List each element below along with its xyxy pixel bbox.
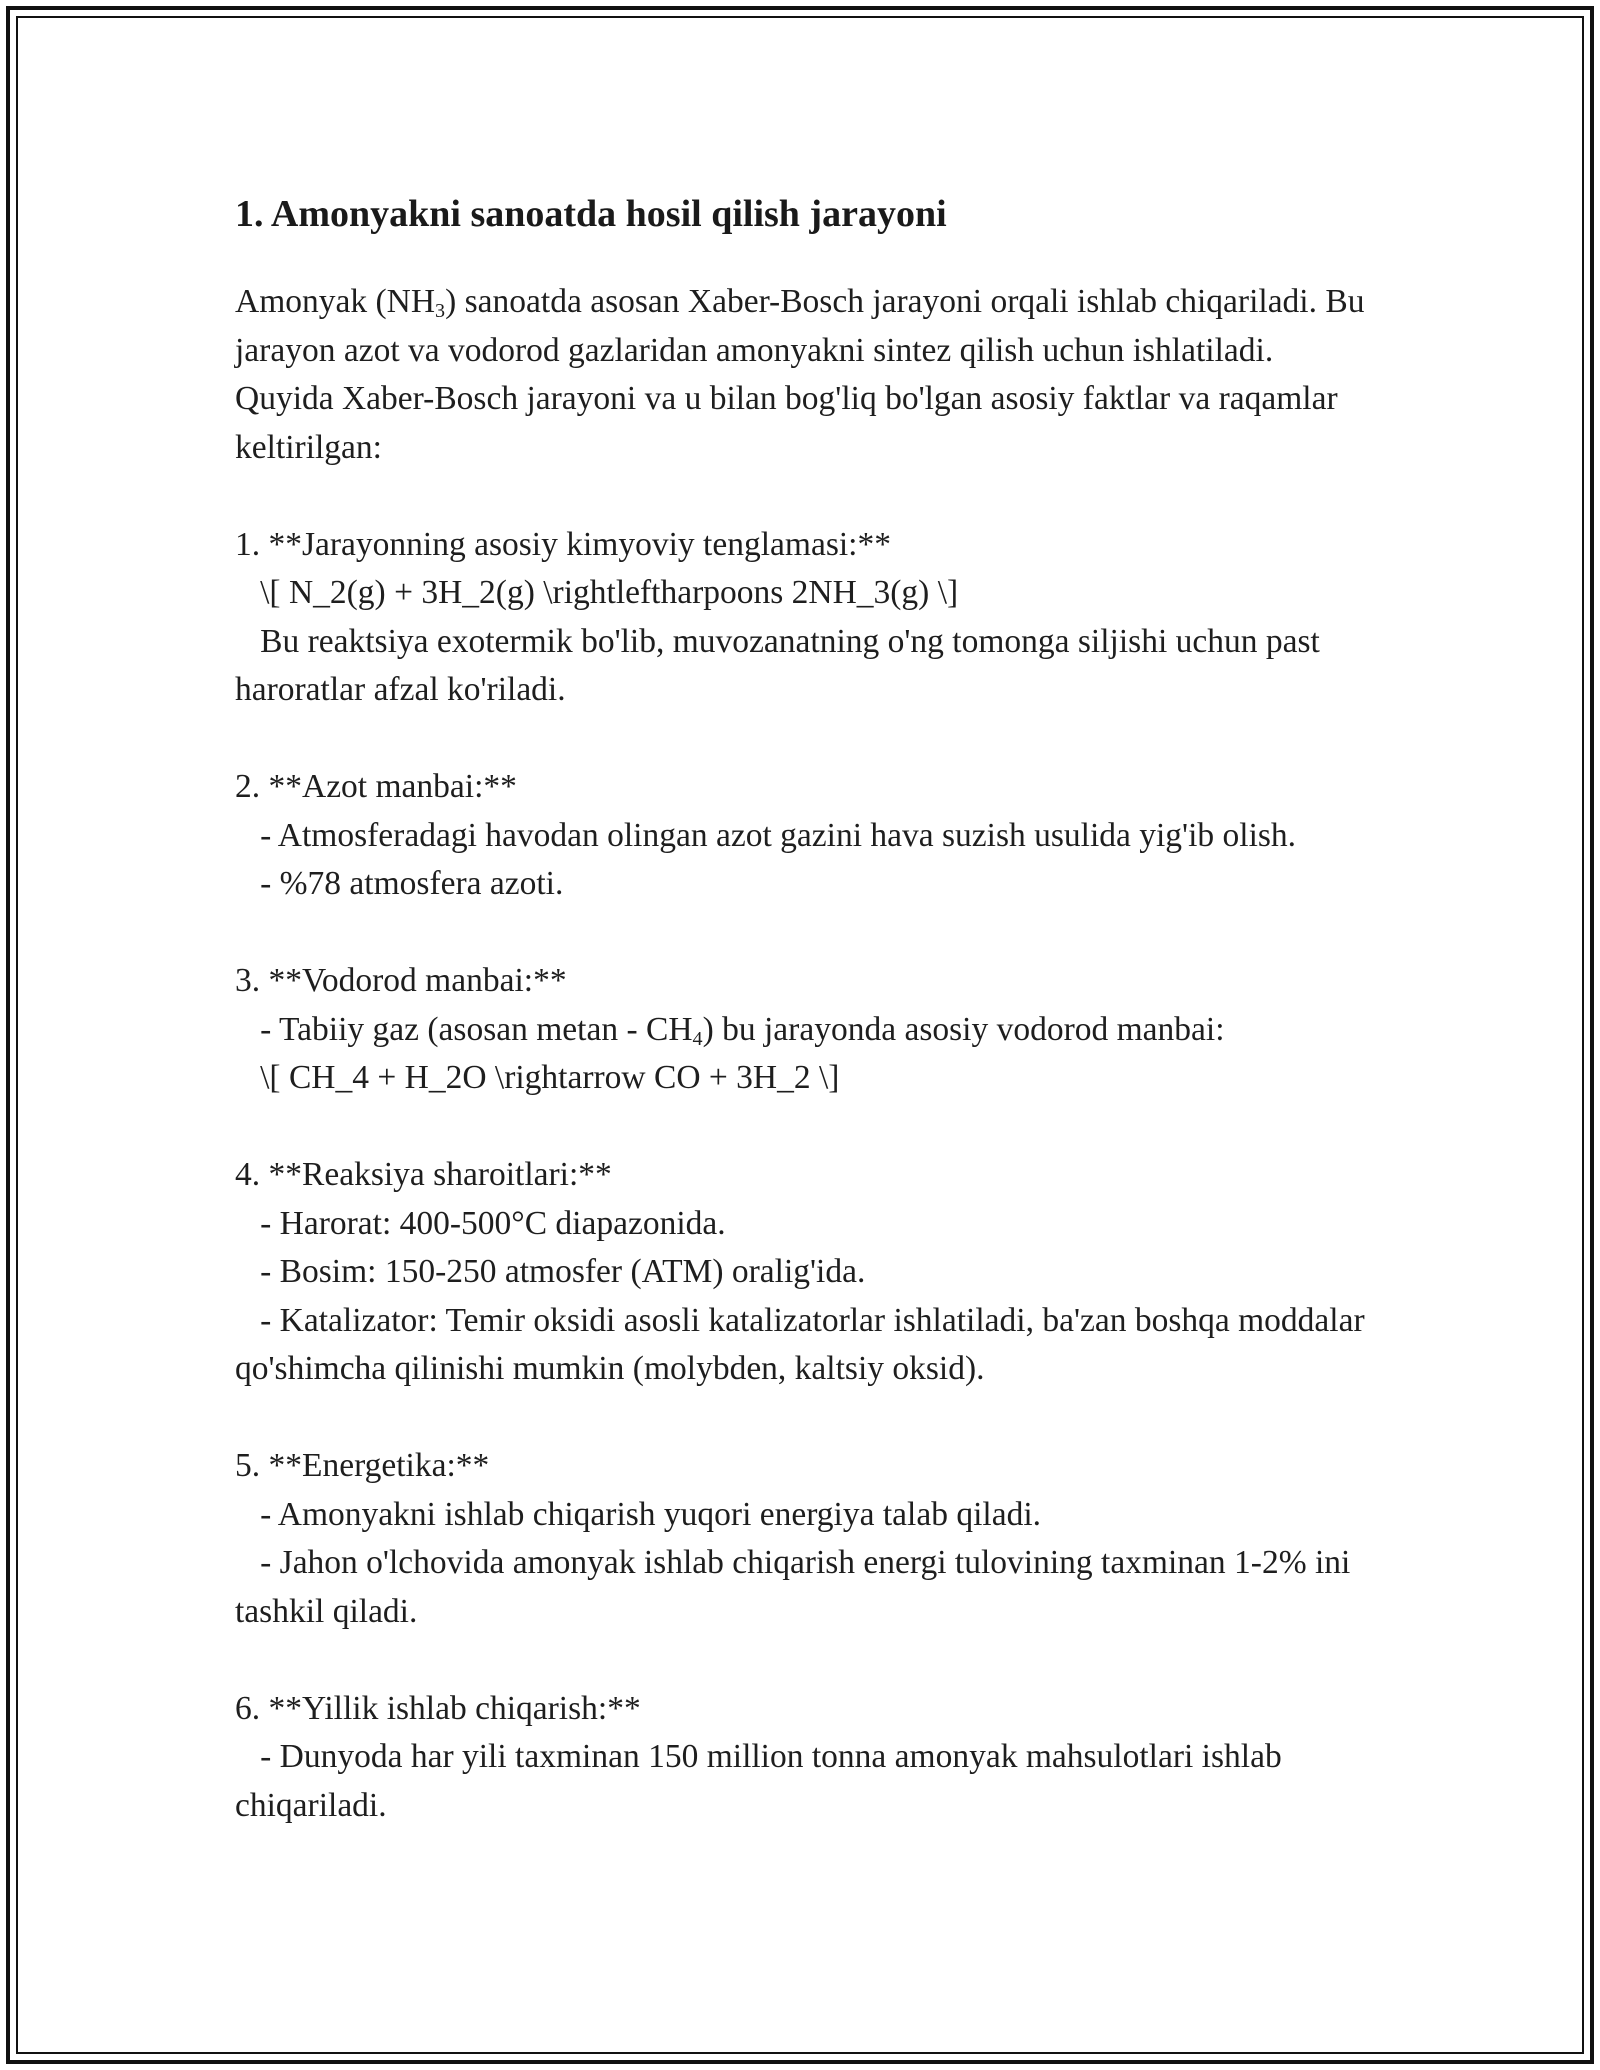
- document-body: [235, 188, 1375, 1830]
- section-1: [235, 521, 1375, 715]
- intro-text-start: Amonyak (NH: [235, 283, 436, 320]
- intro-subscript: 3: [435, 300, 446, 323]
- section-5: [235, 1442, 1375, 1636]
- section-5-heading: 5. **Energetika:**: [235, 1447, 490, 1484]
- section-1-heading: 1. **Jarayonning asosiy kimyoviy tenglamasi:**: [235, 525, 891, 563]
- section-6-heading: 6. **Yillik ishlab chiqarish:**: [235, 1689, 641, 1727]
- section-6: [235, 1685, 1375, 1831]
- section-2-item-2: - %78 atmosfera azoti.: [235, 865, 564, 902]
- section-1-equation: \[ N_2(g) + 3H_2(g) \rightleftharpoons 2NH_3(g) \]: [235, 574, 959, 611]
- section-4-item-1: - Harorat: 400-500°C diapazonida.: [235, 1204, 726, 1242]
- section-3-item-1-rest: ) bu jarayonda asosiy vodorod manbai:: [702, 1010, 1225, 1048]
- section-3: [235, 957, 1375, 1103]
- section-6-item-1: - Dunyoda har yili taxminan 150 million tonna amonyak mahsulotlari ishlab chiqariladi.: [235, 1738, 1291, 1824]
- section-2-heading: 2. **Azot manbai:**: [235, 768, 517, 805]
- section-5-item-2: - Jahon o'lchovida amonyak ishlab chiqarish energi tulovining taxminan 1-2% ini tashkil qiladi.: [235, 1544, 1359, 1630]
- section-4: [235, 1151, 1375, 1394]
- section-3-equation: \[ CH_4 + H_2O \rightarrow CO + 3H_2 \]: [235, 1059, 840, 1096]
- section-2-item-1: - Atmosferadagi havodan olingan azot gazini hava suzish usulida yig'ib olish.: [235, 816, 1297, 854]
- intro-paragraph: [235, 278, 1375, 472]
- section-3-subscript: 4: [692, 1027, 703, 1050]
- section-1-text: Bu reaktsiya exotermik bo'lib, muvozanatning o'ng tomonga siljishi uchun past haroratlar afzal ko'riladi.: [235, 622, 1329, 708]
- section-4-item-3: - Katalizator: Temir oksidi asosli katalizatorlar ishlatiladi, ba'zan boshqa moddalar qo'shimcha qilinishi mumkin (molybden, kaltsiy oksid).: [235, 1301, 1374, 1387]
- section-4-heading: 4. **Reaksiya sharoitlari:**: [235, 1156, 612, 1193]
- section-3-item-1: [235, 1006, 1375, 1055]
- section-2: [235, 763, 1375, 909]
- section-5-item-1: - Amonyakni ishlab chiqarish yuqori energiya talab qiladi.: [235, 1495, 1041, 1533]
- section-3-heading: 3. **Vodorod manbai:**: [235, 962, 567, 999]
- section-3-item-1-start: - Tabiiy gaz (asosan metan - CH: [235, 1010, 693, 1048]
- intro-text-rest: ) sanoatda asosan Xaber-Bosch jarayoni orqali ishlab chiqariladi. Bu jarayon azot va vodorod gazlaridan amonyakni sintez qilish uchun ishlatiladi. Quyida Xaber-Bosch jarayoni va u bilan bog'liq bo'lgan asosiy faktlar va raqamlar keltirilgan:: [235, 283, 1365, 466]
- section-4-item-2: - Bosim: 150-250 atmosfer (ATM) oralig'ida.: [235, 1253, 866, 1290]
- document-title: 1. Amonyakni sanoatda hosil qilish jarayoni: [235, 193, 947, 235]
